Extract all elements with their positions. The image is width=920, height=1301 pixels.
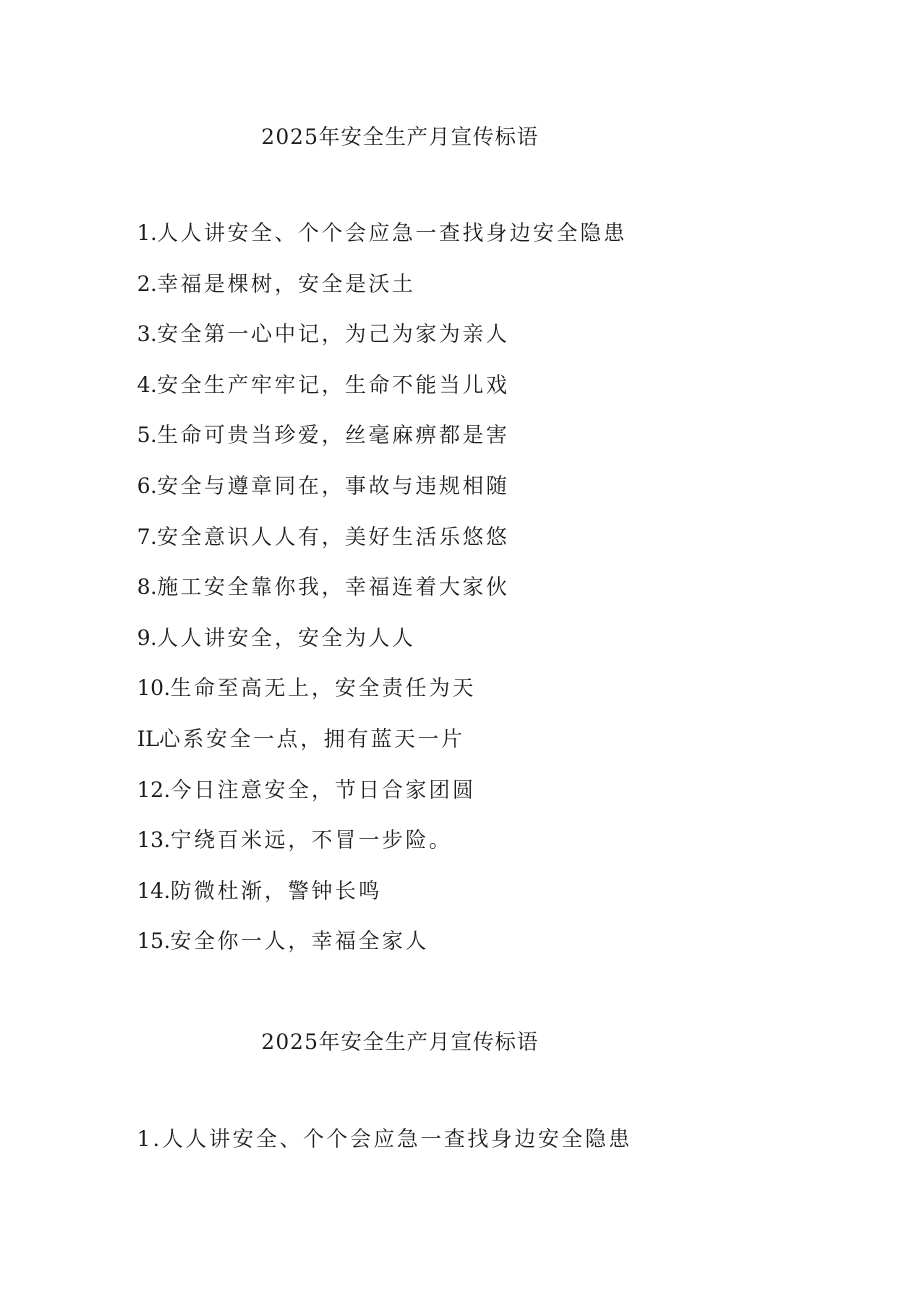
item-separator: . <box>150 372 158 397</box>
item-number: 13 <box>137 828 164 853</box>
item-number: 10 <box>137 676 164 701</box>
item-text: 生命可贵当珍爱，丝毫麻痹都是害 <box>157 423 510 448</box>
item-separator: . <box>150 524 158 549</box>
item-text: 幸福是棵树，安全是沃土 <box>157 271 416 296</box>
list-item <box>137 269 627 320</box>
item-text: 人人讲安全，安全为人人 <box>157 625 416 650</box>
item-separator: . <box>152 1127 163 1151</box>
item-number: 9 <box>137 625 151 650</box>
item-separator: . <box>150 322 158 347</box>
item-separator: . <box>150 625 158 650</box>
item-number: 6 <box>137 473 151 498</box>
item-text: 安全生产牢牢记，生命不能当儿戏 <box>157 372 510 397</box>
item-number: 8 <box>137 575 151 600</box>
item-separator: . <box>150 575 158 600</box>
list-item <box>137 673 627 724</box>
list-item <box>137 572 627 623</box>
list-item <box>137 522 627 573</box>
list-item <box>137 319 627 370</box>
item-text: 安全意识人人有，美好生活乐悠悠 <box>157 524 510 549</box>
list-item <box>137 623 627 674</box>
item-text: 人人讲安全、个个会应急一查找身边安全隐患 <box>157 221 628 245</box>
item-number: 15 <box>137 929 164 954</box>
item-separator: . <box>150 473 158 498</box>
list-item <box>137 775 627 826</box>
item-number: 4 <box>137 372 151 397</box>
list-item <box>137 926 627 977</box>
list-item <box>137 471 627 522</box>
second-document-title: 2025年安全生产月宣传标语 <box>261 1030 539 1054</box>
item-number: 5 <box>137 423 151 448</box>
item-separator: . <box>163 929 171 954</box>
item-number: 2 <box>137 271 151 296</box>
item-number: 14 <box>137 878 164 903</box>
item-separator: . <box>163 878 171 903</box>
item-text: 生命至高无上，安全责任为天 <box>170 676 476 701</box>
item-number: 3 <box>137 322 151 347</box>
item-number: 12 <box>137 777 164 802</box>
item-separator: . <box>150 221 158 245</box>
item-number: 1 <box>137 1127 153 1151</box>
item-separator: . <box>163 828 171 853</box>
item-text: 人人讲安全、个个会应急一查找身边安全隐患 <box>162 1127 633 1151</box>
item-separator: . <box>150 423 158 448</box>
item-text: 安全你一人，幸福全家人 <box>170 929 429 954</box>
item-number: 7 <box>137 524 151 549</box>
item-text: 今日注意安全，节日合家团圆 <box>170 777 476 802</box>
item-separator: . <box>150 271 158 296</box>
item-separator: . <box>163 777 171 802</box>
list-item <box>137 825 627 876</box>
list-item <box>137 420 627 471</box>
item-number: IL <box>137 726 160 751</box>
list-item <box>137 370 627 421</box>
item-text: 安全第一心中记，为己为家为亲人 <box>157 322 510 347</box>
list-item <box>137 876 627 927</box>
slogan-list <box>137 218 627 977</box>
item-text: 安全与遵章同在，事故与违规相随 <box>157 473 510 498</box>
item-text: 防微杜渐，警钟长鸣 <box>170 878 382 903</box>
item-text: 心系安全一点，拥有蓝天一片 <box>159 726 465 751</box>
item-text: 施工安全靠你我，幸福连着大家伙 <box>157 575 510 600</box>
list-item <box>137 724 627 775</box>
item-text: 宁绕百米远，不冒一步险。 <box>170 828 453 853</box>
list-item <box>137 218 627 269</box>
item-number: 1 <box>137 221 151 245</box>
item-separator: . <box>163 676 171 701</box>
document-title: 2025年安全生产月宣传标语 <box>261 125 539 149</box>
second-list-item <box>137 1124 632 1154</box>
